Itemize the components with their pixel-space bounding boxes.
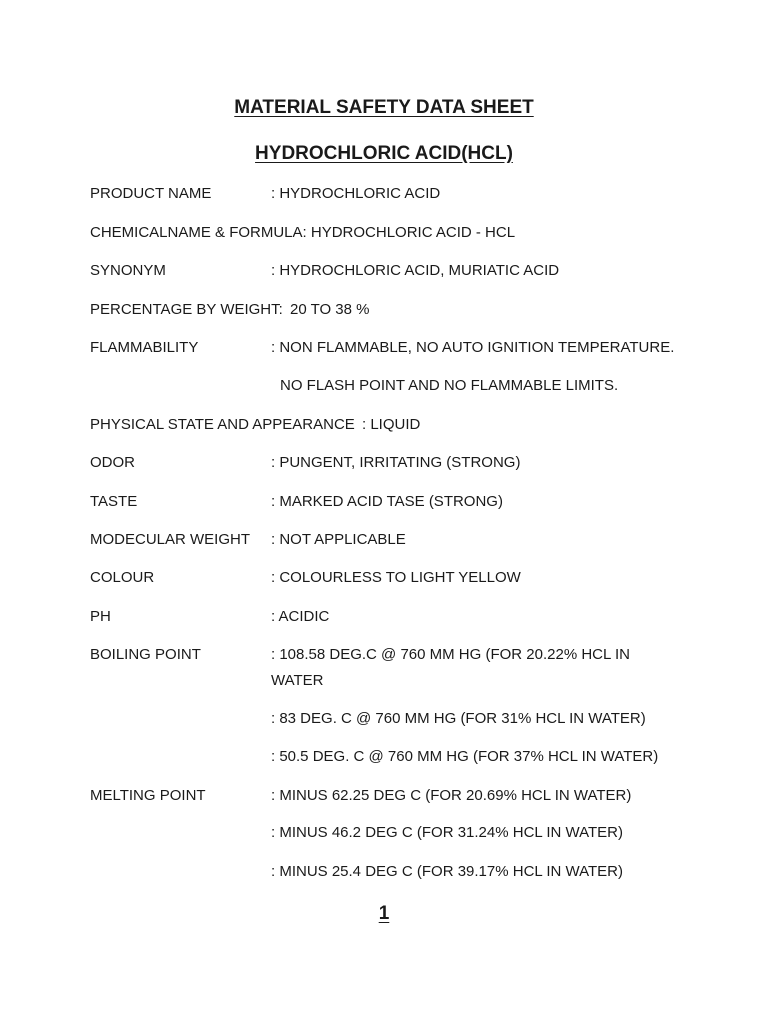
flammability-value: : NON FLAMMABLE, NO AUTO IGNITION TEMPERATURE.: [271, 339, 675, 356]
boiling-point-value-1: : 108.58 DEG.C @ 760 MM HG (FOR 20.22% HCL IN: [271, 646, 630, 663]
molecular-weight-value: : NOT APPLICABLE: [271, 531, 406, 548]
odor-value: : PUNGENT, IRRITATING (STRONG): [271, 454, 521, 471]
taste-label: TASTE: [90, 493, 138, 510]
melting-point-label: MELTING POINT: [90, 787, 206, 804]
product-name-value: : HYDROCHLORIC ACID: [271, 185, 441, 202]
ph-label: PH: [90, 608, 111, 625]
physical-state-label: PHYSICAL STATE AND APPEARANCE: [90, 416, 355, 433]
colour-label: COLOUR: [90, 569, 155, 586]
melting-point-value-2: : MINUS 46.2 DEG C (FOR 31.24% HCL IN WATER): [271, 824, 624, 841]
document-subtitle: HYDROCHLORIC ACID(HCL): [255, 143, 513, 164]
odor-label: ODOR: [90, 454, 135, 471]
product-name-label: PRODUCT NAME: [90, 185, 212, 202]
boiling-point-value-2: : 83 DEG. C @ 760 MM HG (FOR 31% HCL IN WATER): [271, 710, 646, 727]
ph-value: : ACIDIC: [271, 608, 330, 625]
flammability-value-continued: NO FLASH POINT AND NO FLAMMABLE LIMITS.: [280, 377, 619, 394]
melting-point-value-3: : MINUS 25.4 DEG C (FOR 39.17% HCL IN WATER): [271, 863, 624, 880]
colour-value: : COLOURLESS TO LIGHT YELLOW: [271, 569, 521, 586]
boiling-point-value-3: : 50.5 DEG. C @ 760 MM HG (FOR 37% HCL IN WATER): [271, 748, 659, 765]
melting-point-value-1: : MINUS 62.25 DEG C (FOR 20.69% HCL IN WATER): [271, 787, 632, 804]
flammability-label: FLAMMABILITY: [90, 339, 199, 356]
document-title: MATERIAL SAFETY DATA SHEET: [234, 97, 534, 118]
synonym-label: SYNONYM: [90, 262, 166, 279]
percentage-label: PERCENTAGE BY WEIGHT:: [90, 301, 283, 318]
boiling-point-label: BOILING POINT: [90, 646, 201, 663]
page-number: 1: [378, 903, 390, 924]
boiling-point-value-1-continued: WATER: [271, 672, 324, 689]
physical-state-value: : LIQUID: [362, 416, 421, 433]
molecular-weight-label: MODECULAR WEIGHT: [90, 531, 251, 548]
synonym-value: : HYDROCHLORIC ACID, MURIATIC ACID: [271, 262, 560, 279]
percentage-value: 20 TO 38 %: [290, 301, 370, 318]
taste-value: : MARKED ACID TASE (STRONG): [271, 493, 503, 510]
chemical-name-line: CHEMICALNAME & FORMULA: HYDROCHLORIC ACID - HCL: [90, 224, 516, 241]
